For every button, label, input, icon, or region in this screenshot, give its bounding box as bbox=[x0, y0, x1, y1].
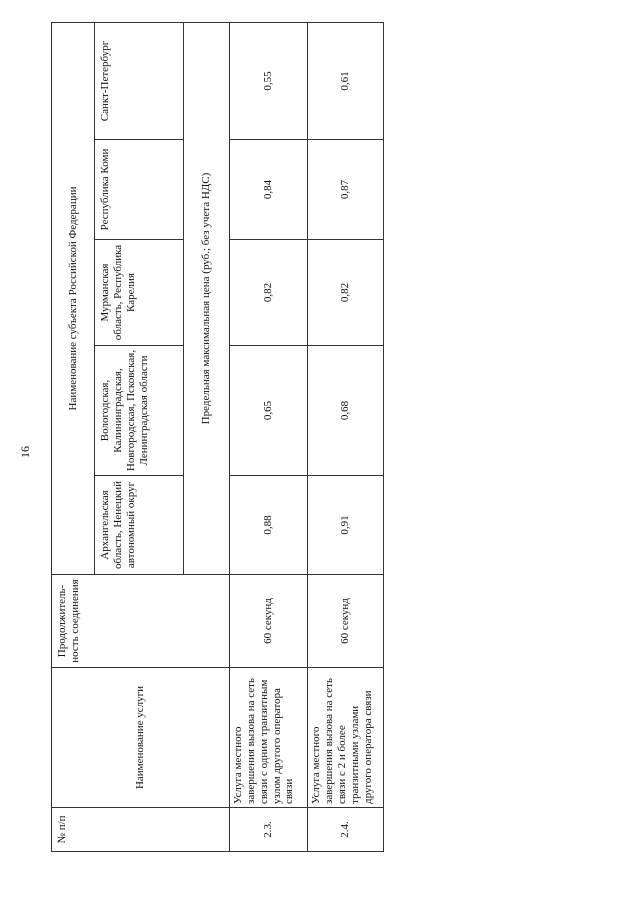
table-row bbox=[308, 22, 384, 851]
header-region: Санкт-Петербург bbox=[95, 22, 184, 139]
row-num: 2.4. bbox=[308, 808, 384, 852]
header-region: Мурманская область, Республика Карелия bbox=[95, 240, 184, 346]
header-region: Архангельская область, Ненецкий автономный округ bbox=[95, 476, 184, 575]
row-price: 0,55 bbox=[229, 22, 308, 139]
row-service: Услуга местного завершения вызова на сеть связи с одним транзитным узлом другого оператора связи bbox=[229, 668, 308, 808]
row-price: 0,82 bbox=[308, 240, 384, 346]
row-price: 0,82 bbox=[229, 240, 308, 346]
price-table-region bbox=[51, 23, 384, 852]
row-service: Услуга местного завершения вызова на сеть связи с 2 и более транзитными узлами другого оператора связи bbox=[308, 668, 384, 808]
row-price: 0,61 bbox=[308, 22, 384, 139]
header-region: Республика Коми bbox=[95, 140, 184, 240]
header-region: Вологодская, Калининградская, Новгородская, Псковская, Ленинградская области bbox=[95, 346, 184, 476]
page-number: 16 bbox=[18, 446, 32, 458]
row-price: 0,68 bbox=[308, 346, 384, 476]
table-row bbox=[229, 22, 308, 851]
row-price: 0,91 bbox=[308, 476, 384, 575]
header-subject: Наименование субъекта Российской Федерации bbox=[52, 22, 95, 574]
row-price: 0,84 bbox=[229, 140, 308, 240]
header-service: Наименование услуги bbox=[52, 668, 230, 808]
row-duration: 60 секунд bbox=[229, 575, 308, 668]
row-price: 0,65 bbox=[229, 346, 308, 476]
row-price: 0,88 bbox=[229, 476, 308, 575]
row-num: 2.3. bbox=[229, 808, 308, 852]
header-num: № п/п bbox=[52, 808, 230, 852]
row-duration: 60 секунд bbox=[308, 575, 384, 668]
price-table bbox=[51, 22, 384, 852]
row-price: 0,87 bbox=[308, 140, 384, 240]
header-price: Предельная максимальная цена (руб.; без учета НДС) bbox=[184, 22, 229, 574]
header-duration: Продолжитель-ность соединения bbox=[52, 575, 230, 668]
